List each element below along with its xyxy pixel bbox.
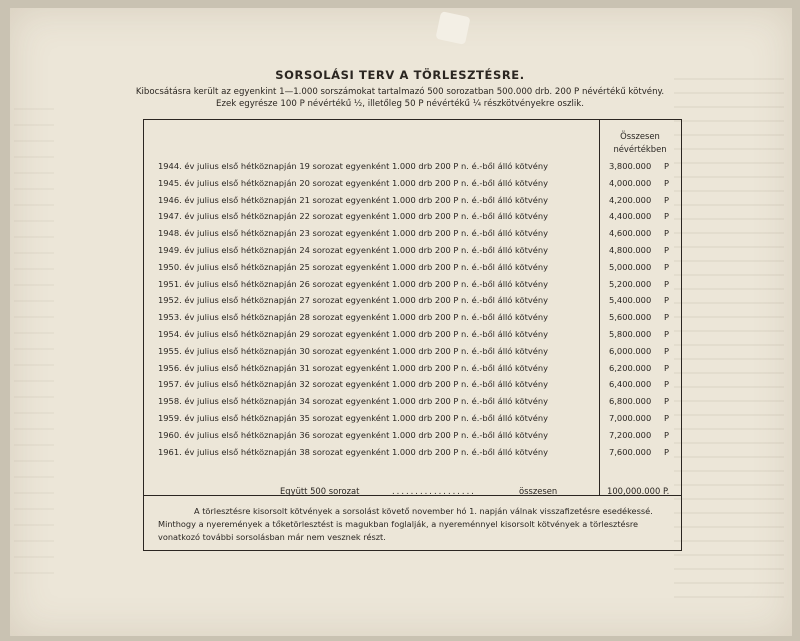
total-sum-label: összesen [519, 486, 558, 496]
row-amount-cell [609, 242, 675, 259]
row-description: 1954. év julius első hétköznapján 29 sorozat egyenként 1.000 drb 200 P n. é.-ből álló kötvény [158, 328, 549, 339]
row-amount: 6,800.000 [609, 396, 652, 407]
table-row [144, 208, 681, 225]
row-amount-cell [609, 410, 675, 427]
bleed-through-left [14, 108, 54, 588]
row-amount-cell [609, 225, 675, 242]
row-description: 1948. év julius első hétköznapján 23 sorozat egyenként 1.000 drb 200 P n. é.-ből álló kötvény [158, 228, 549, 239]
row-description: 1957. év julius első hétköznapján 32 sorozat egyenként 1.000 drb 200 P n. é.-ből álló kötvény [158, 379, 549, 390]
total-row [144, 483, 681, 499]
row-amount: 5,000.000 [609, 261, 652, 272]
row-amount-cell [609, 259, 675, 276]
table-row [144, 242, 681, 259]
table-row [144, 393, 681, 410]
row-unit: P [663, 295, 669, 306]
row-amount-cell [609, 208, 675, 225]
row-amount-cell [609, 175, 675, 192]
row-amount: 6,400.000 [609, 379, 652, 390]
row-description: 1949. év julius első hétköznapján 24 sorozat egyenként 1.000 drb 200 P n. é.-ből álló kötvény [158, 244, 549, 255]
row-amount: 4,200.000 [609, 194, 652, 205]
table-row [144, 225, 681, 242]
table-row [144, 360, 681, 377]
row-description: 1956. év julius első hétköznapján 31 sorozat egyenként 1.000 drb 200 P n. é.-ből álló kötvény [158, 362, 549, 373]
row-amount: 7,200.000 [609, 429, 652, 440]
row-unit: P [663, 177, 669, 188]
row-amount: 7,600.000 [609, 446, 652, 457]
row-description: 1944. év julius első hétköznapján 19 sorozat egyenként 1.000 drb 200 P n. é.-ből álló kötvény [158, 161, 549, 171]
footnote-text: A törlesztésre kisorsolt kötvények a sorsolást követő november hó 1. napján válnak visszafizetésre esedékessé. Minthogy a nyeremények a tőketörlesztést is magukban foglalják, a nyereménnyel kisorsolt kötvények a törlesztésre vonatkozó további sorsolásban már nem vesznek részt. [158, 506, 653, 542]
row-unit: P [663, 244, 669, 255]
total-dots: .................. [392, 486, 476, 496]
torn-paper-mark [435, 11, 470, 45]
bleed-through-right [674, 78, 784, 598]
row-amount: 5,600.000 [609, 312, 652, 323]
row-amount-cell [609, 276, 675, 293]
schedule-rows [144, 158, 681, 460]
column-header-line-2: névértékben [613, 144, 667, 154]
table-row [144, 158, 681, 175]
table-row [144, 175, 681, 192]
row-amount: 4,400.000 [609, 211, 652, 222]
table-row [144, 326, 681, 343]
row-description: 1945. év julius első hétköznapján 20 sorozat egyenként 1.000 drb 200 P n. é.-ből álló kötvény [158, 177, 549, 188]
row-unit: P [663, 228, 669, 239]
table-row [144, 410, 681, 427]
subtitle-line-2: Ezek egyrésze 100 P névértékű ½, illetőleg 50 P névértékű ¼ részkötvényekre oszlik. [216, 99, 584, 109]
row-unit: P [663, 211, 669, 222]
row-description: 1953. év julius első hétköznapján 28 sorozat egyenként 1.000 drb 200 P n. é.-ből álló kötvény [158, 312, 549, 323]
table-row [144, 259, 681, 276]
row-unit: P [663, 362, 669, 373]
row-amount: 7,000.000 [609, 412, 652, 423]
row-amount: 4,000.000 [609, 177, 652, 188]
row-amount-cell [609, 326, 675, 343]
row-amount-cell [609, 158, 675, 175]
total-amount: 100,000.000 P. [607, 486, 670, 496]
row-unit: P [663, 429, 669, 440]
row-description: 1946. év julius első hétköznapján 21 sorozat egyenként 1.000 drb 200 P n. é.-ből álló kötvény [158, 194, 549, 205]
row-amount-cell [609, 292, 675, 309]
row-amount: 5,400.000 [609, 295, 652, 306]
row-amount: 6,200.000 [609, 362, 652, 373]
table-row [144, 343, 681, 360]
table-row [144, 309, 681, 326]
row-description: 1947. év julius első hétköznapján 22 sorozat egyenként 1.000 drb 200 P n. é.-ből álló kötvény [158, 211, 549, 222]
row-description: 1955. év julius első hétköznapján 30 sorozat egyenként 1.000 drb 200 P n. é.-ből álló kötvény [158, 345, 549, 356]
table-row [144, 276, 681, 293]
row-amount-cell [609, 427, 675, 444]
table-row [144, 292, 681, 309]
row-amount-cell [609, 444, 675, 461]
row-unit: P [663, 412, 669, 423]
row-description: 1951. év julius első hétköznapján 26 sorozat egyenként 1.000 drb 200 P n. é.-ből álló kötvény [158, 278, 549, 289]
table-row [144, 427, 681, 444]
row-description: 1959. év julius első hétköznapján 35 sorozat egyenként 1.000 drb 200 P n. é.-ből álló kötvény [158, 412, 549, 423]
row-unit: P [663, 261, 669, 272]
row-unit: P [663, 379, 669, 390]
row-amount: 6,000.000 [609, 345, 652, 356]
row-description: 1960. év julius első hétköznapján 36 sorozat egyenként 1.000 drb 200 P n. é.-ből álló kötvény [158, 429, 549, 440]
row-amount: 4,800.000 [609, 244, 652, 255]
table-row [144, 444, 681, 461]
amount-column-header [600, 130, 680, 156]
table-row [144, 192, 681, 209]
row-unit: P [663, 446, 669, 457]
table-row [144, 376, 681, 393]
row-amount-cell [609, 192, 675, 209]
row-description: 1961. év julius első hétköznapján 38 sorozat egyenként 1.000 drb 200 P n. é.-ből álló kötvény [158, 446, 549, 457]
schedule-table [143, 119, 682, 551]
row-unit: P [663, 328, 669, 339]
page-title: SORSOLÁSI TERV A TÖRLESZTÉSRE. [275, 68, 525, 82]
row-amount-cell [609, 309, 675, 326]
row-amount-cell [609, 376, 675, 393]
row-description: 1950. év julius első hétköznapján 25 sorozat egyenként 1.000 drb 200 P n. é.-ből álló kötvény [158, 261, 549, 272]
row-amount: 3,800.000 [609, 161, 652, 171]
subtitle-line-1: Kibocsátásra került az egyenkint 1—1.000 sorszámokat tartalmazó 500 sorozatban 500.000 drb. 200 P névértékű kötvény. [135, 87, 665, 97]
row-amount: 5,200.000 [609, 278, 652, 289]
row-unit: P [663, 161, 669, 171]
total-label: Együtt 500 sorozat [280, 486, 360, 496]
row-unit: P [663, 396, 669, 407]
row-amount-cell [609, 343, 675, 360]
column-header-line-1: Összesen [620, 131, 660, 141]
row-unit: P [663, 194, 669, 205]
row-unit: P [663, 312, 669, 323]
row-amount: 4,600.000 [609, 228, 652, 239]
row-unit: P [663, 345, 669, 356]
row-description: 1952. év julius első hétköznapján 27 sorozat egyenként 1.000 drb 200 P n. é.-ből álló kötvény [158, 295, 549, 306]
row-amount: 5,800.000 [609, 328, 652, 339]
row-amount-cell [609, 360, 675, 377]
row-amount-cell [609, 393, 675, 410]
row-unit: P [663, 278, 669, 289]
row-description: 1958. év julius első hétköznapján 34 sorozat egyenként 1.000 drb 200 P n. é.-ből álló kötvény [158, 396, 549, 407]
